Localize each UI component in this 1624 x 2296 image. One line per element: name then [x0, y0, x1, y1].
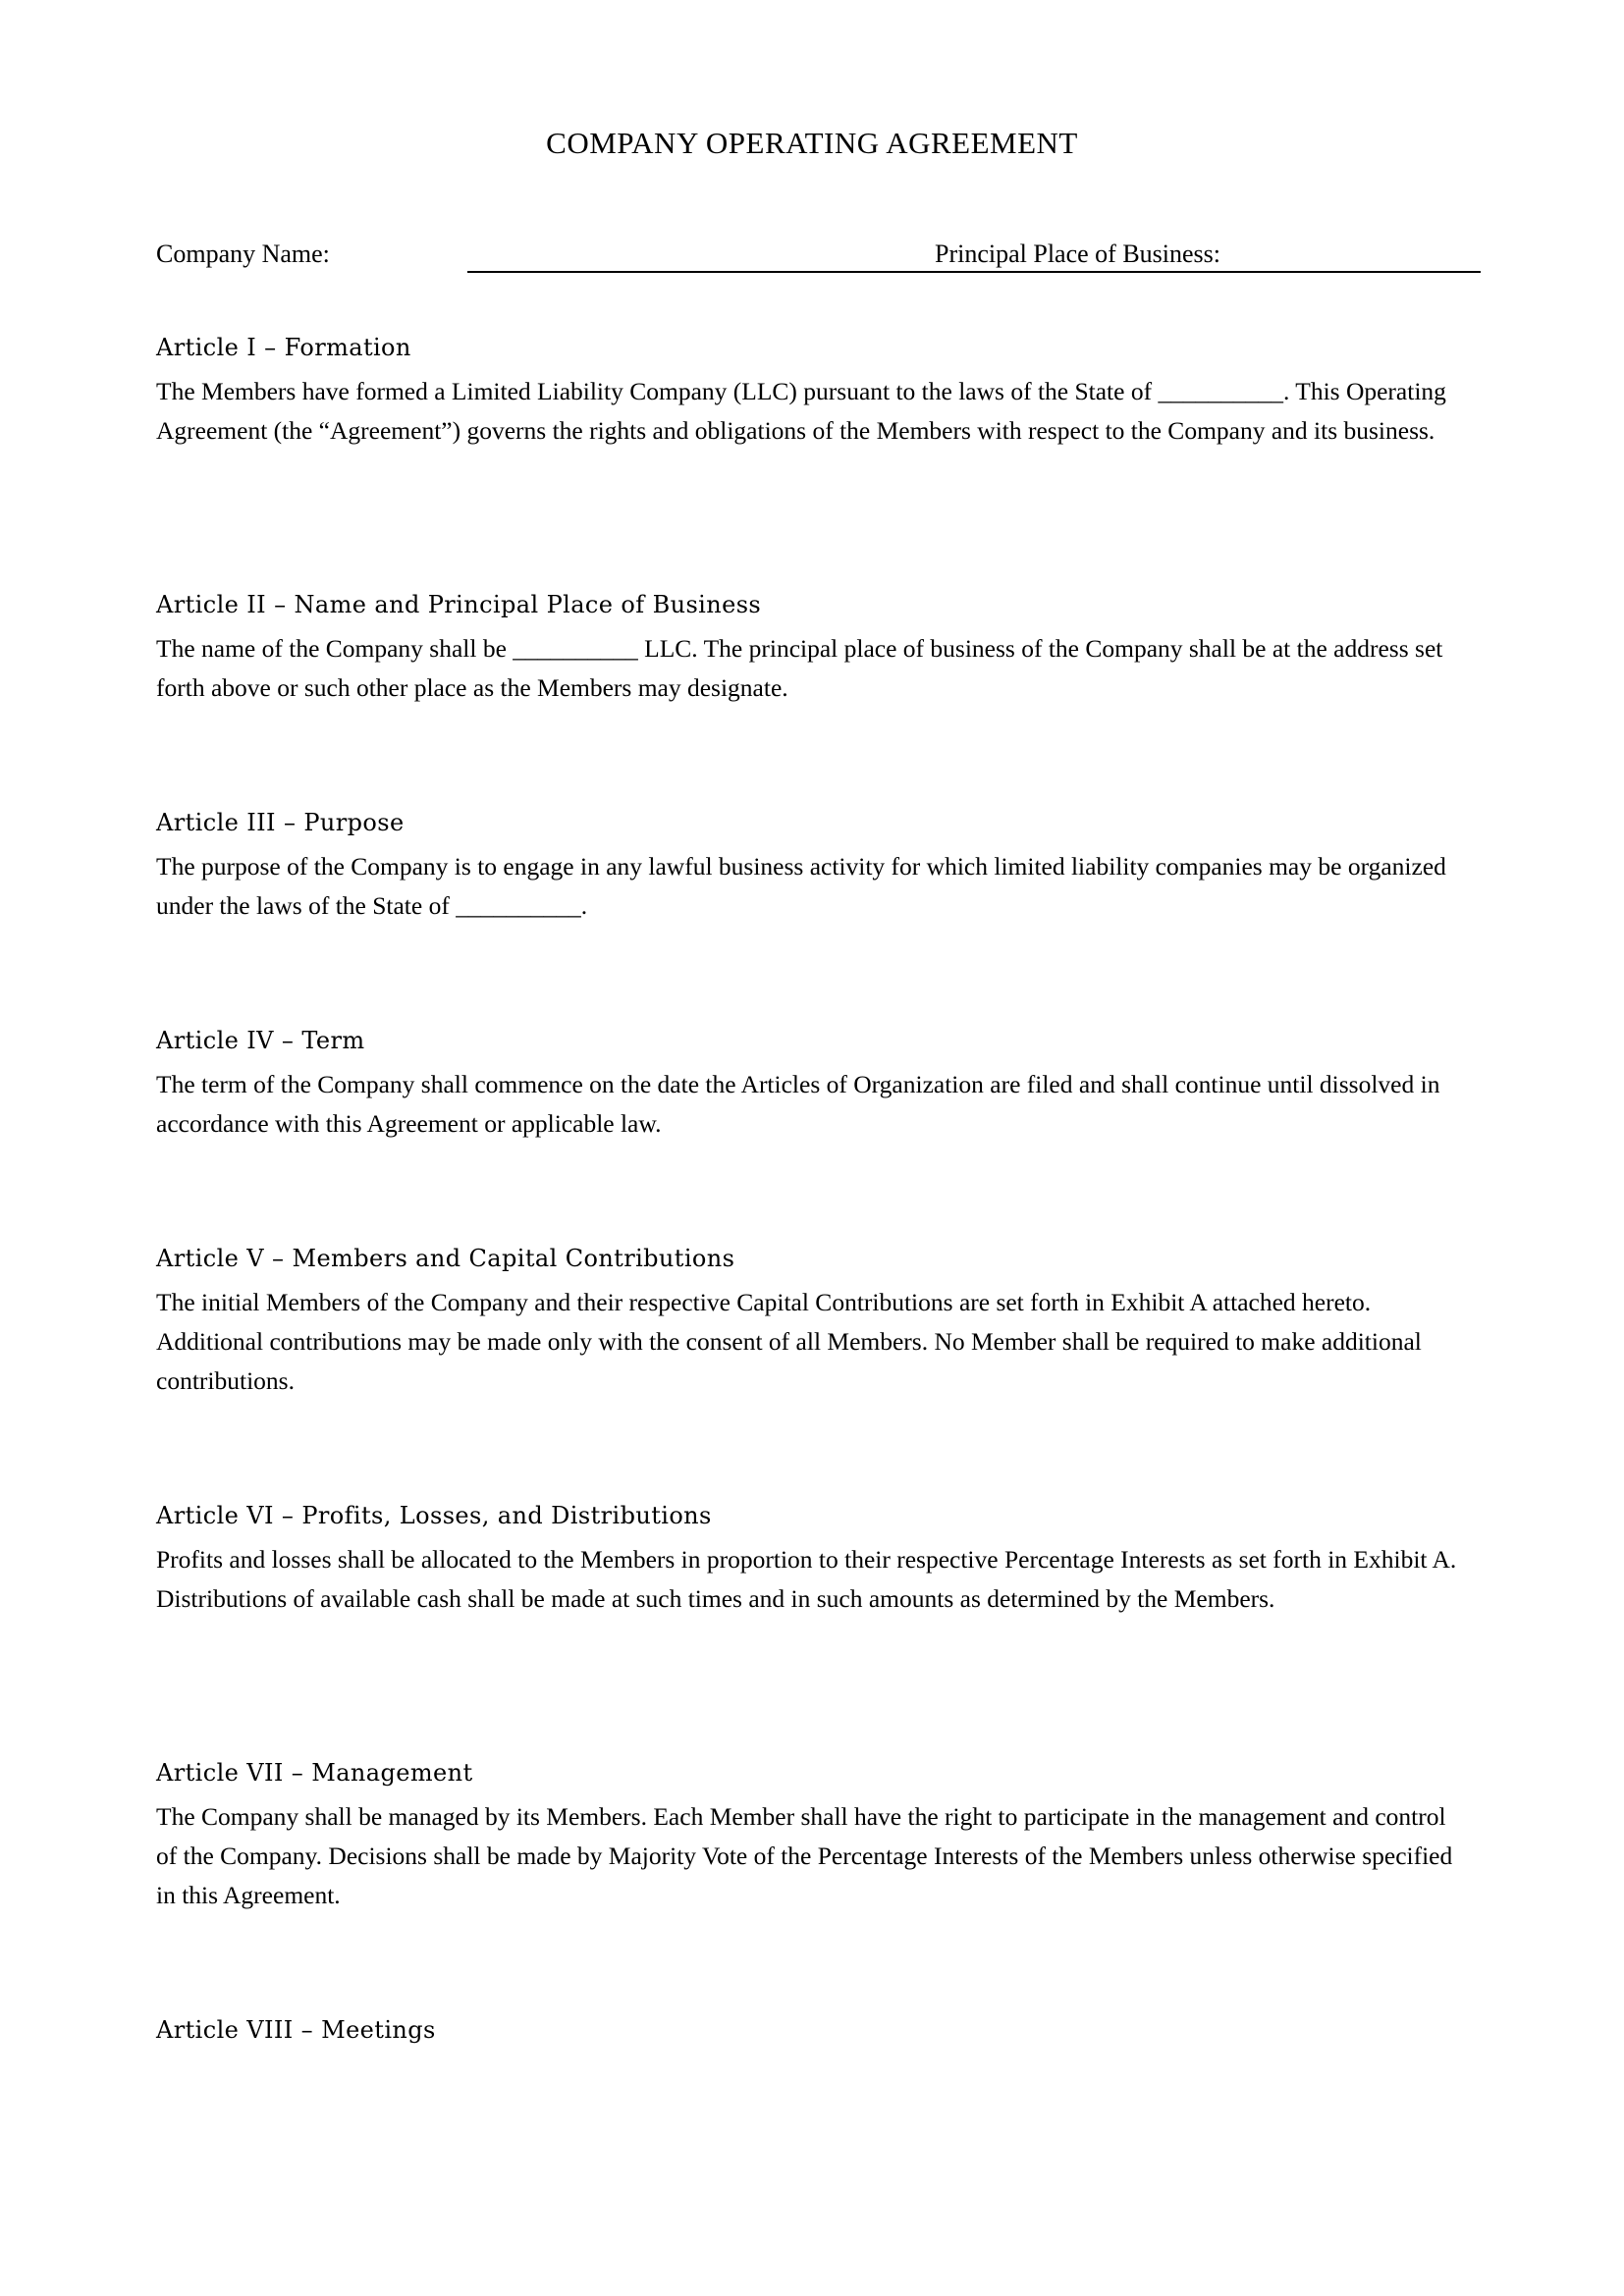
company-name-label: Company Name: [156, 240, 330, 268]
document-title: COMPANY OPERATING AGREEMENT [546, 126, 1078, 160]
article-body: The term of the Company shall commence on the date the Articles of Organization are filed and shall continue until dissolved in accordance with this Agreement or applicable law. [156, 1070, 1440, 1138]
article-8 [156, 2013, 1472, 2047]
article-body: The Company shall be managed by its Members. Each Member shall have the right to participate in the management and control of the Company. Decisions shall be made by Majority Vote of the Percentage Interests of the Members unless otherwise specified in this Agreement. [156, 1802, 1453, 1909]
article-7 [156, 1756, 1472, 1915]
article-body: The name of the Company shall be __________ LLC. The principal place of business of the Company shall be at the address set forth above or such other place as the Members may designate. [156, 634, 1443, 702]
company-name-blank-line [467, 271, 1481, 273]
article-body: The initial Members of the Company and their respective Capital Contributions are set forth in Exhibit A attached hereto. Additional contributions may be made only with the consent of all Members. No Member shall be required to make additional contributions. [156, 1288, 1422, 1395]
article-body: Profits and losses shall be allocated to the Members in proportion to their respective Percentage Interests as set forth in Exhibit A. Distributions of available cash shall be made at such times and in such amounts as determined by the Members. [156, 1545, 1457, 1613]
article-3 [156, 806, 1472, 926]
article-heading: Article I – Formation [156, 334, 411, 361]
article-heading: Article VI – Profits, Losses, and Distributions [156, 1502, 712, 1529]
article-5 [156, 1242, 1472, 1401]
company-info-row [0, 239, 1624, 278]
article-heading: Article II – Name and Principal Place of Business [156, 591, 762, 618]
article-2 [156, 588, 1472, 708]
article-6 [156, 1499, 1472, 1619]
article-body: The purpose of the Company is to engage in any lawful business activity for which limited liability companies may be organized under the laws of the State of __________. [156, 852, 1446, 920]
article-4 [156, 1024, 1472, 1144]
article-heading: Article III – Purpose [156, 809, 405, 836]
article-heading: Article VIII – Meetings [156, 2016, 436, 2044]
article-1 [156, 331, 1472, 451]
principal-place-label: Principal Place of Business: [935, 240, 1221, 268]
article-body: The Members have formed a Limited Liability Company (LLC) pursuant to the laws of the State of __________. This Operating Agreement (the “Agreement”) governs the rights and obligations of the Members with respect to the Company and its business. [156, 377, 1446, 445]
article-heading: Article IV – Term [156, 1027, 365, 1054]
article-heading: Article VII – Management [156, 1759, 473, 1787]
article-heading: Article V – Members and Capital Contributions [156, 1245, 735, 1272]
